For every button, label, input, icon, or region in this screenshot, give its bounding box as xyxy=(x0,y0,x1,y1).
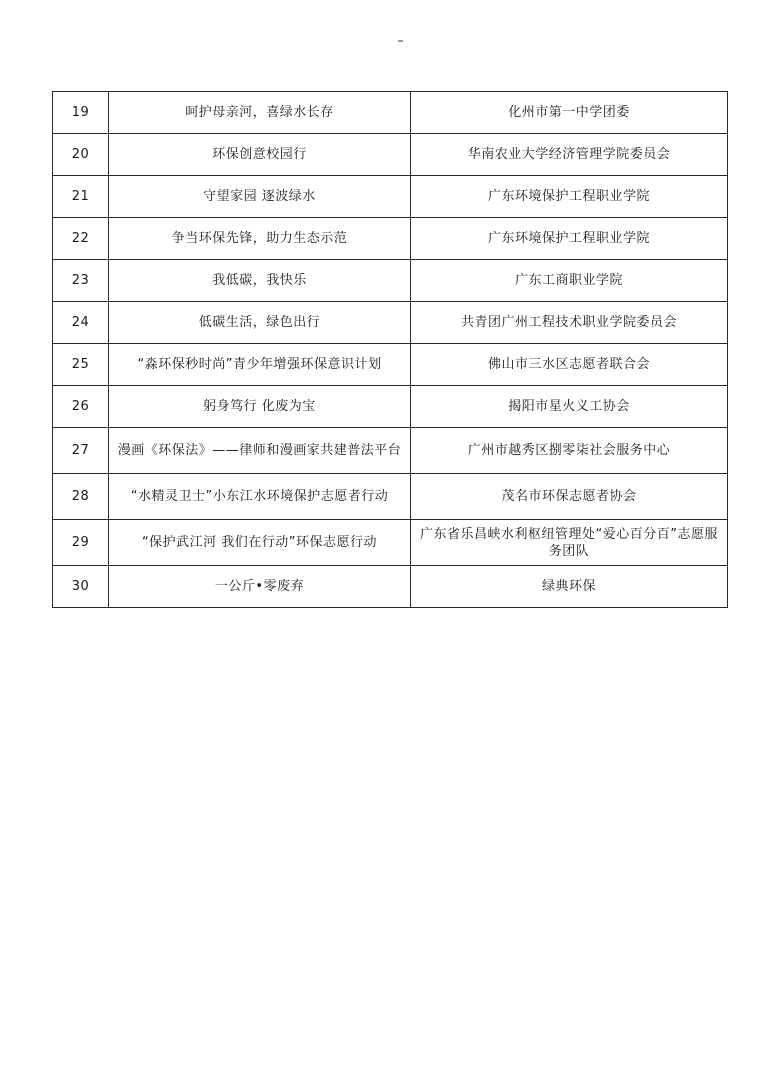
project-name: 守望家园 逐波绿水 xyxy=(109,176,411,218)
project-name: 一公斤•零废弃 xyxy=(109,566,411,608)
row-number: 22 xyxy=(53,218,109,260)
project-name: “保护武江河 我们在行动”环保志愿行动 xyxy=(109,520,411,566)
row-number: 26 xyxy=(53,386,109,428)
organization: 广东省乐昌峡水利枢纽管理处“爱心百分百”志愿服务团队 xyxy=(411,520,728,566)
row-number: 29 xyxy=(53,520,109,566)
row-number: 25 xyxy=(53,344,109,386)
project-name: 漫画《环保法》——律师和漫画家共建普法平台 xyxy=(109,428,411,474)
project-name: “淼环保秒时尚”青少年增强环保意识计划 xyxy=(109,344,411,386)
project-table xyxy=(52,91,728,608)
table-row xyxy=(53,92,728,134)
table-row xyxy=(53,474,728,520)
organization: 广东环境保护工程职业学院 xyxy=(411,176,728,218)
row-number: 19 xyxy=(53,92,109,134)
project-name: 争当环保先锋，助力生态示范 xyxy=(109,218,411,260)
project-name: 环保创意校园行 xyxy=(109,134,411,176)
page-mark xyxy=(398,40,403,42)
table-row xyxy=(53,176,728,218)
table-row xyxy=(53,386,728,428)
table-row xyxy=(53,302,728,344)
row-number: 21 xyxy=(53,176,109,218)
table-row xyxy=(53,566,728,608)
row-number: 24 xyxy=(53,302,109,344)
row-number: 28 xyxy=(53,474,109,520)
row-number: 27 xyxy=(53,428,109,474)
organization: 化州市第一中学团委 xyxy=(411,92,728,134)
organization: 华南农业大学经济管理学院委员会 xyxy=(411,134,728,176)
row-number: 30 xyxy=(53,566,109,608)
organization: 茂名市环保志愿者协会 xyxy=(411,474,728,520)
table-row xyxy=(53,134,728,176)
table-row xyxy=(53,218,728,260)
organization: 广州市越秀区捌零柒社会服务中心 xyxy=(411,428,728,474)
table-row xyxy=(53,344,728,386)
organization: 绿典环保 xyxy=(411,566,728,608)
row-number: 23 xyxy=(53,260,109,302)
organization: 揭阳市星火义工协会 xyxy=(411,386,728,428)
project-name: “水精灵卫士”小东江水环境保护志愿者行动 xyxy=(109,474,411,520)
organization: 广东工商职业学院 xyxy=(411,260,728,302)
organization: 佛山市三水区志愿者联合会 xyxy=(411,344,728,386)
table-row xyxy=(53,260,728,302)
table-row xyxy=(53,520,728,566)
project-name: 低碳生活，绿色出行 xyxy=(109,302,411,344)
organization: 广东环境保护工程职业学院 xyxy=(411,218,728,260)
organization: 共青团广州工程技术职业学院委员会 xyxy=(411,302,728,344)
project-name: 躬身笃行 化废为宝 xyxy=(109,386,411,428)
project-name: 我低碳，我快乐 xyxy=(109,260,411,302)
project-name: 呵护母亲河，喜绿水长存 xyxy=(109,92,411,134)
table-row xyxy=(53,428,728,474)
row-number: 20 xyxy=(53,134,109,176)
